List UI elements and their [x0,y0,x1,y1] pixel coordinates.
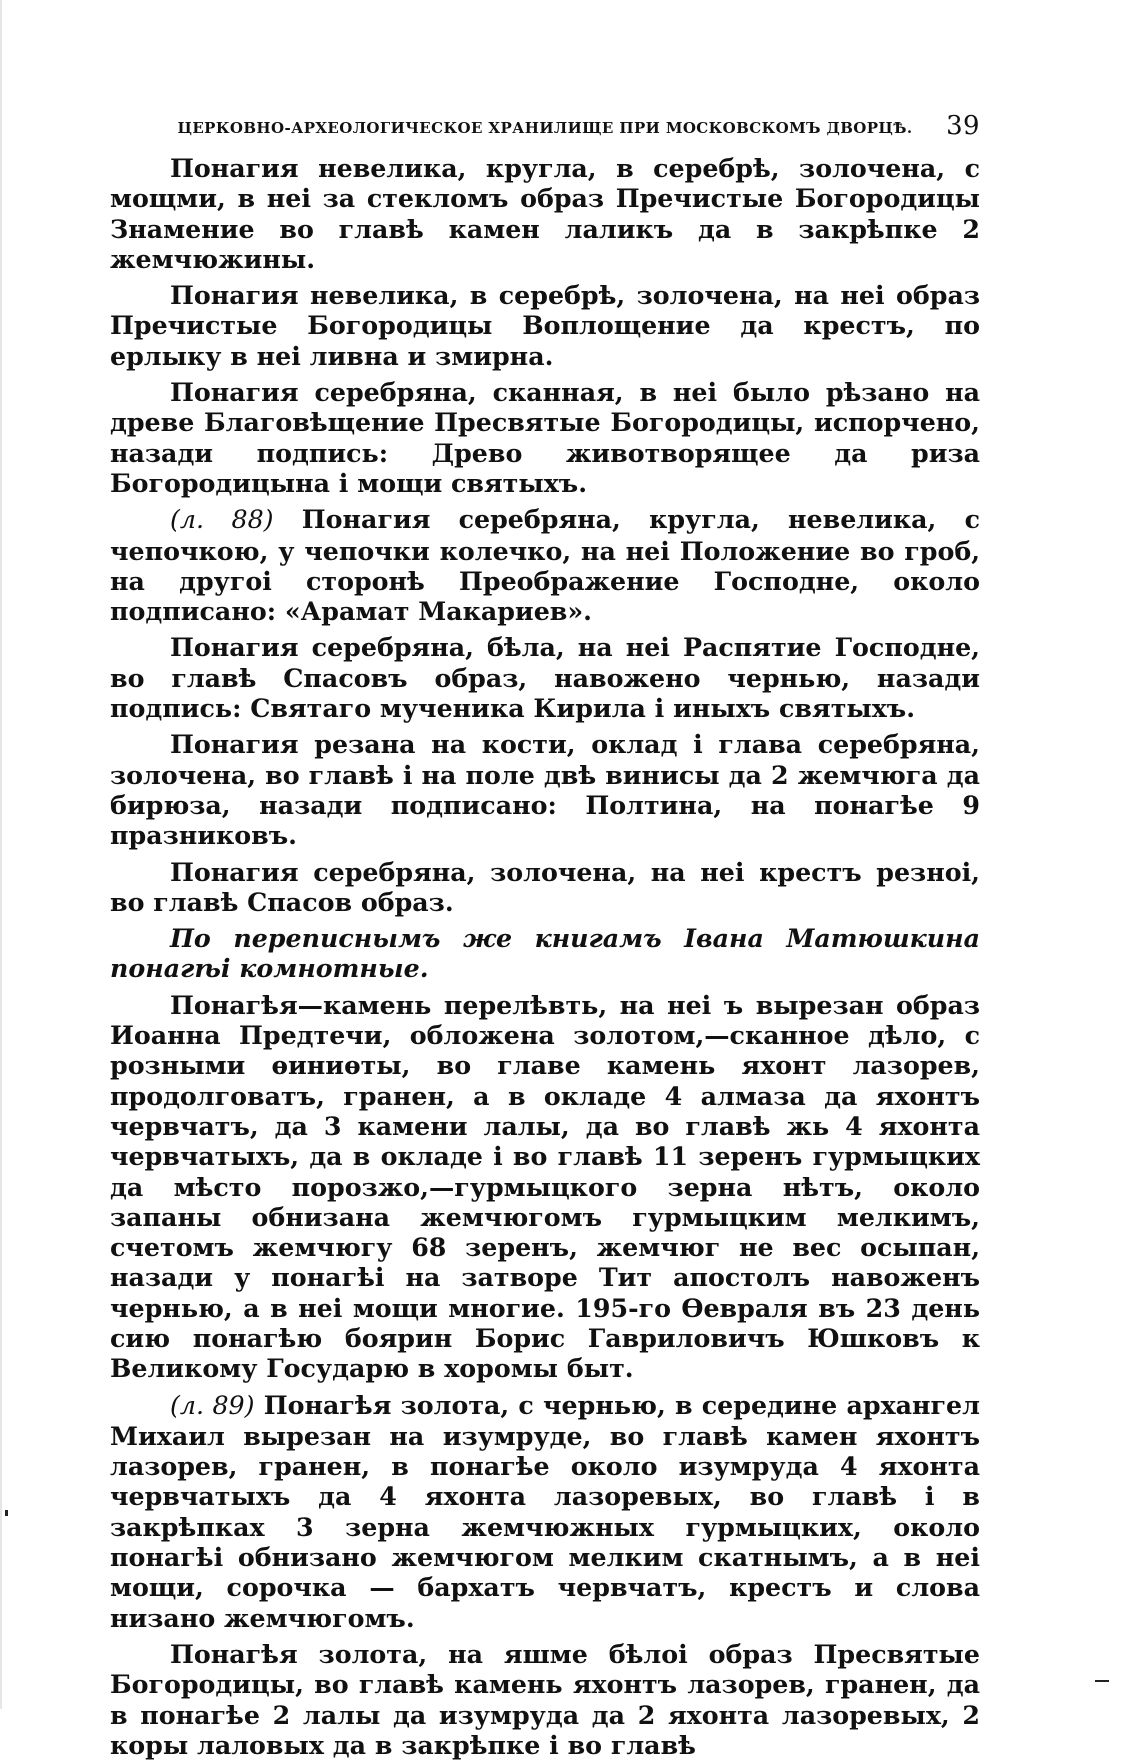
section-heading: По переписнымъ же книгамъ Івана Матюшкина понагѣі комнотные. [110,923,980,984]
paragraph-2: Понагия невелика, в серебрѣ, золочена, на неі образ Пречистые Богородицы Воплощение да крестъ, по ерлыку в неі ливна и змирна. [110,280,980,371]
scan-mark [5,1510,8,1516]
paragraph-5: Понагия серебряна, бѣла, на неі Распятие Господне, во главѣ Спасовъ образ, навожено чернью, назади подпись: Святаго мученика Кирила і иныхъ святыхъ. [110,632,980,724]
scan-mark [1095,1680,1109,1682]
paragraph-10: Понагѣя золота, на яшме бѣлоі образ Пресвятые Богородицы, во главѣ камень яхонтъ лазорев, гранен, да в понагѣе 2 лалы да изумруда да 2 яхонта лазоревых, 2 коры лаловых да в закрѣпке і во главѣ [110,1638,980,1760]
paragraph-6: Понагия резана на кости, оклад і глава серебряна, золочена, во главѣ і на поле двѣ винисы да 2 жемчюга да бирюза, назади подписано: Полтина, на понагѣе 9 празниковъ. [110,729,980,851]
paragraph-1: Понагия невелика, кругла, в серебрѣ, золочена, с мощми, в неі за стекломъ образ Пречистые Богородицы Знамение во главѣ камен лаликъ да в закрѣпке 2 жемчюжины. [110,153,980,274]
body-text [110,153,980,1760]
folio-reference: (л. 89) [170,1390,255,1420]
paragraph-8: Понагѣя—камень перелѣвть, на неі ъ вырезан образ Иоанна Предтечи, обложена золотом,—сканное дѣло, с розными ѳиниѳты, во главе камень яхонт лазорев, продолговатъ, гранен, а в окладе 4 алмаза да яхонтъ червчатъ, да 3 камени лалы, да во главѣ жь 4 яхонта червчатыхъ, да в окладе і во главѣ 11 зеренъ гурмыцких да мѣсто порозжо,—гурмыцкого зерна нѣтъ, около запаны обнизана жемчюгомъ гурмыцким мелкимъ, счетомъ жемчюгу 68 зеренъ, жемчюг не вес осыпан, назади у понагѣі на затворе Тит апостолъ навоженъ чернью, а в неі мощи многие. 195-го Ѳевраля въ 23 день сию понагѣю боярин Борис Гавриловичъ Юшковъ к Великому Государю в хоромы быт. [110,989,980,1384]
page-number: 39 [946,111,980,141]
paragraph-9: (л. 89) Понагѣя золота, с чернью, в середине архангел Михаил вырезан на изумруде, во главѣ камен яхонтъ лазорев, гранен, в понагѣе около изумруда 4 яхонта червчатыхъ да 4 яхонта лазоревых, во главѣ і в закрѣпках 3 зерна жемчюжных гурмыцких, около понагѣі обнизано жемчюгом мелким скатнымъ, а в неі мощи, сорочка — бархатъ червчатъ, крестъ и слова низано жемчюгомъ. [110,1389,980,1633]
document-page [110,105,980,1760]
folio-reference: (л. 88) [170,505,274,535]
paragraph-7: Понагия серебряна, золочена, на неі крестъ резноі, во главѣ Спасов образ. [110,856,980,917]
paragraph-3: Понагия серебряна, сканная, в неі было рѣзано на древе Благовѣщение Пресвятые Богородицы, испорчено, назади подпись: Древо животворящее да риза Богородицына і мощи святыхъ. [110,377,980,498]
running-header [110,105,980,141]
page-edge [0,0,2,1709]
header-title: ЦЕРКОВНО-АРХЕОЛОГИЧЕСКОЕ ХРАНИЛИЩЕ ПРИ МОСКОВСКОМЪ ДВОРЦѢ. [177,119,913,137]
paragraph-4: (л. 88) Понагия серебряна, кругла, невелика, с чепочкою, у чепочки колечко, на неі Положение во гроб, на другоі сторонѣ Преображение Господне, около подписано: «Арамат Макариев». [110,504,980,627]
